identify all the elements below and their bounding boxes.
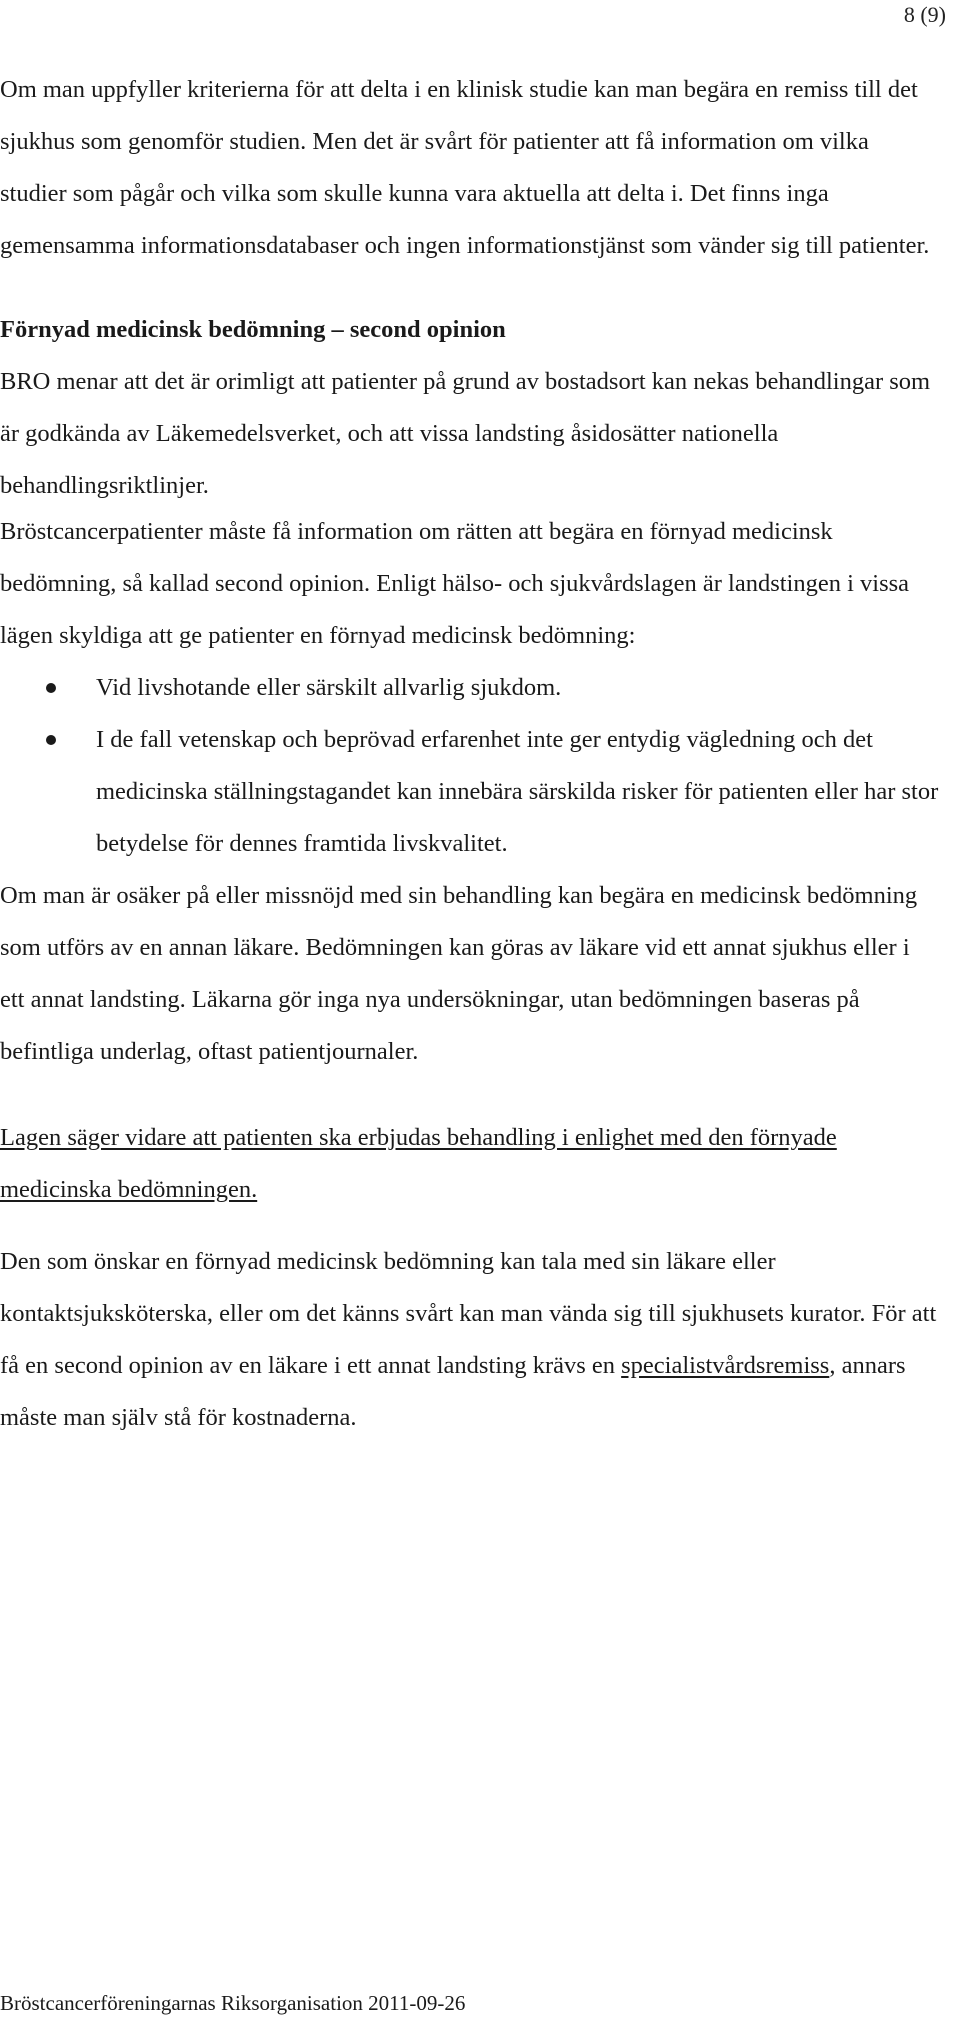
page-number: 8 (9) (903, 2, 946, 27)
criteria-list (0, 662, 940, 870)
paragraph-5-text-start: Den som önskar en förnyad medicinsk bedömning kan tala med sin läkare eller kontaktsjuksköterska, eller om det känns svårt kan man vända sig till sjukhusets kurator. För att få en second opinion av en läkare i ett annat landsting krävs en (0, 1248, 937, 1379)
section-block-2 (0, 506, 940, 870)
section-heading: Förnyad medicinsk bedömning – second opinion (0, 316, 506, 343)
section-paragraph-4: Lagen säger vidare att patienten ska erbjudas behandling i enlighet med den förnyade medicinska bedömningen. (0, 1124, 837, 1203)
section-paragraph-2: Bröstcancerpatienter måste få information om rätten att begära en förnyad medicinsk bedömning, så kallad second opinion. Enligt hälso- och sjukvårdslagen är landstingen i vissa lägen skyldiga att ge patienter en förnyad medicinsk bedömning: (0, 518, 910, 649)
bullet-icon (46, 683, 56, 693)
page-footer: Bröstcancerföreningarnas Riksorganisation 2011-09-26 (0, 1991, 466, 2015)
list-item (0, 714, 940, 870)
intro-paragraph: Om man uppfyller kriterierna för att delta i en klinisk studie kan man begära en remiss till det sjukhus som genomför studien. Men det är svårt för patienter att få information om vilka studier som pågår och vilka som skulle kunna vara aktuella att delta i. Det finns inga gemensamma informationsdatabaser och ingen informationstjänst som vänder sig till patienter. (0, 76, 930, 259)
list-item (0, 662, 940, 714)
section-paragraph-3: Om man är osäker på eller missnöjd med sin behandling kan begära en medicinsk bedömning som utförs av en annan läkare. Bedömningen kan göras av läkare vid ett annat sjukhus eller i ett annat landsting. Läkarna gör inga nya undersökningar, utan bedömningen baseras på befintliga underlag, oftast patientjournaler. (0, 882, 918, 1065)
specialist-referral-link[interactable]: specialistvårdsremiss (621, 1352, 830, 1379)
second-opinion-section (0, 304, 940, 512)
bullet-icon (46, 735, 56, 745)
list-item-text: Vid livshotande eller särskilt allvarlig sjukdom. (96, 674, 562, 701)
list-item-text: I de fall vetenskap och beprövad erfarenhet inte ger entydig vägledning och det medicinska ställningstagandet kan innebära särskilda risker för patienten eller har stor betydelse för dennes framtida livskvalitet. (96, 726, 939, 857)
section-paragraph-1: BRO menar att det är orimligt att patienter på grund av bostadsort kan nekas behandlingar som är godkända av Läkemedelsverket, och att vissa landsting åsidosätter nationella behandlingsriktlinjer. (0, 368, 931, 499)
section-paragraph-5 (0, 1236, 940, 1444)
paragraph-5-text-end: , annars måste man själv stå för kostnaderna. (0, 1352, 906, 1431)
